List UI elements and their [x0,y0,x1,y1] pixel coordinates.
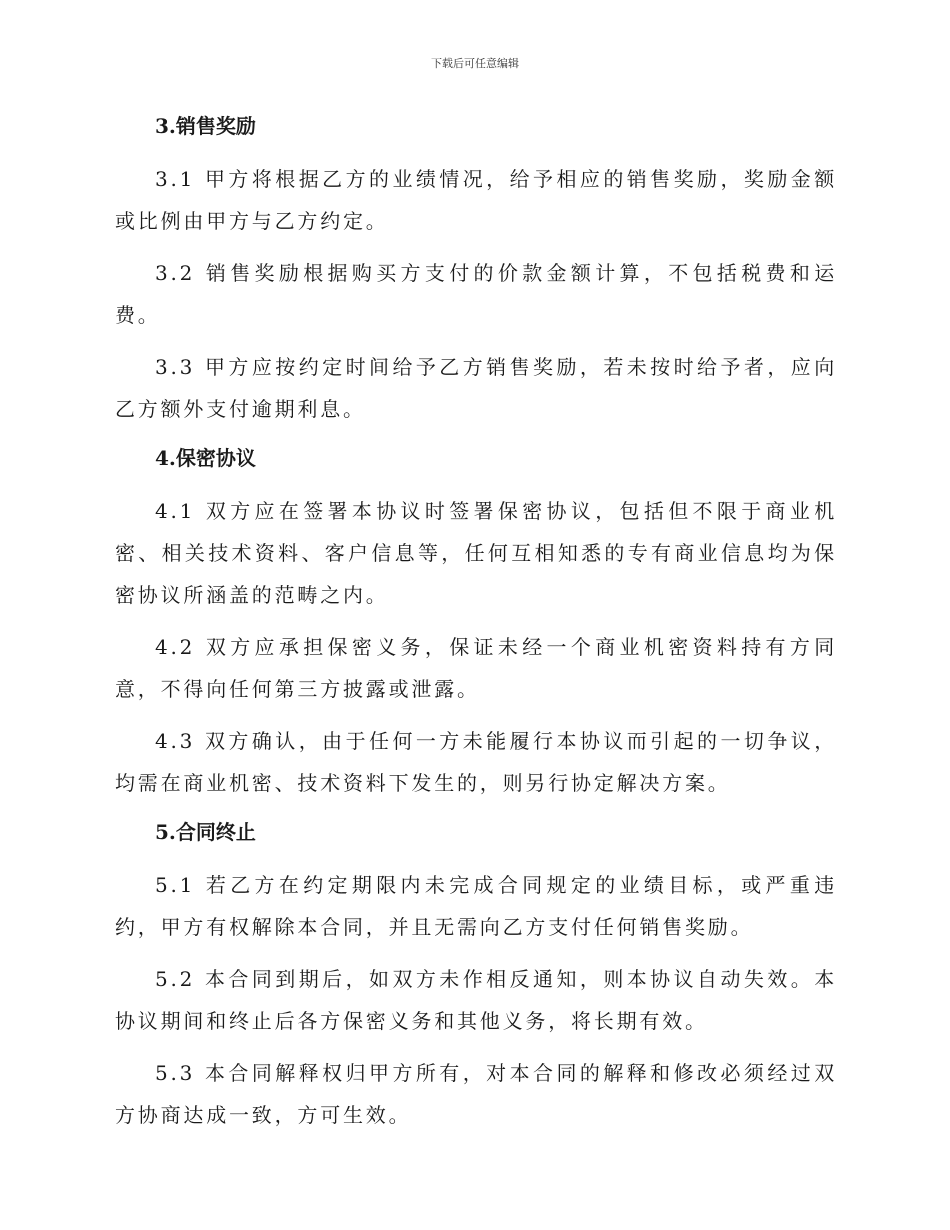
section-title: 5.合同终止 [155,820,256,844]
page-header: 下载后可任意编辑 [431,57,519,70]
document-body [115,112,837,1150]
paragraph: 4.1 双方应在签署本协议时签署保密协议，包括但不限于商业机密、相关技术资料、客户信息等，任何互相知悉的专有商业信息均为保密协议所涵盖的范畴之内。 [115,499,837,607]
section-sales-reward [115,112,837,430]
paragraph: 5.3 本合同解释权归甲方所有，对本合同的解释和修改必须经过双方协商达成一致，方可生效。 [115,1061,837,1127]
paragraph: 4.3 双方确认，由于任何一方未能履行本协议而引起的一切争议，均需在商业机密、技术资料下发生的，则另行协定解决方案。 [115,729,837,795]
paragraph: 5.1 若乙方在约定期限内未完成合同规定的业绩目标，或严重违约，甲方有权解除本合同，并且无需向乙方支付任何销售奖励。 [115,873,837,939]
paragraph: 4.2 双方应承担保密义务，保证未经一个商业机密资料持有方同意，不得向任何第三方披露或泄露。 [115,635,837,701]
section-confidentiality [115,444,837,804]
paragraph: 5.2 本合同到期后，如双方未作相反通知，则本协议自动失效。本协议期间和终止后各方保密义务和其他义务，将长期有效。 [115,967,837,1033]
section-title: 3.销售奖励 [155,114,256,138]
section-title: 4.保密协议 [155,446,256,470]
paragraph: 3.1 甲方将根据乙方的业绩情况，给予相应的销售奖励，奖励金额或比例由甲方与乙方约定。 [115,167,837,233]
paragraph: 3.3 甲方应按约定时间给予乙方销售奖励，若未按时给予者，应向乙方额外支付逾期利息。 [115,355,837,421]
paragraph: 3.2 销售奖励根据购买方支付的价款金额计算，不包括税费和运费。 [115,261,837,327]
section-termination [115,818,837,1136]
